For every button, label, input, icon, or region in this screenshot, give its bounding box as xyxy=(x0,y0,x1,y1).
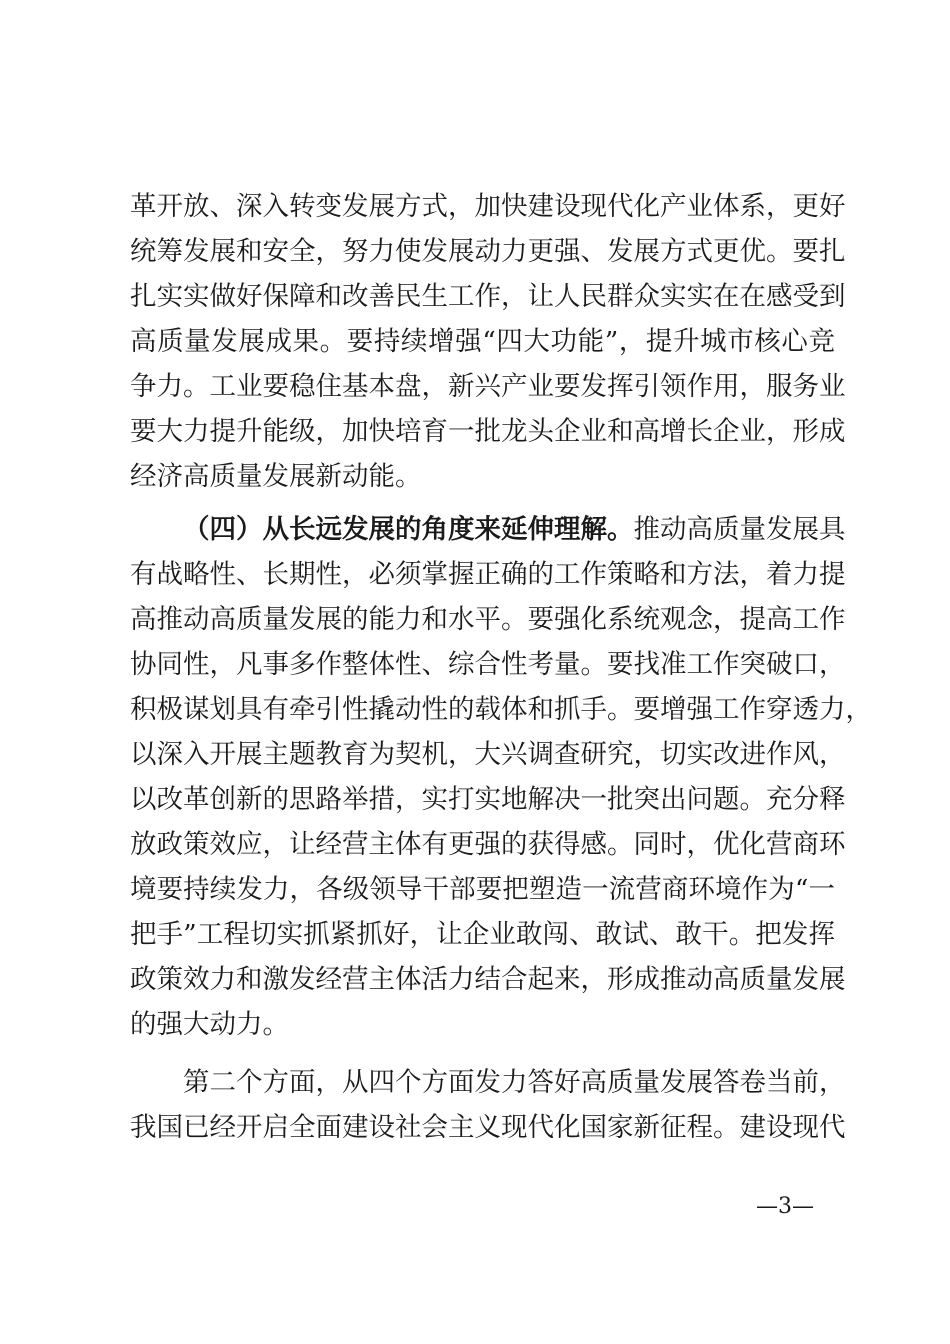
text-line: 把手”工程切实抓紧抓好，让企业敢闯、敢试、敢干。把发挥 xyxy=(130,919,835,950)
section-heading: （四）从长远发展的角度来延伸理解。 xyxy=(183,514,634,545)
text-line: 以改革创新的思路举措，实打实地解决一批突出问题。充分释 xyxy=(130,784,846,815)
text-line: 争力。工业要稳住基本盘，新兴产业要发挥引领作用，服务业 xyxy=(130,371,846,402)
text-line: 统筹发展和安全，努力使发展动力更强、发展方式更优。要扎 xyxy=(130,236,846,267)
text-line: 扎实实做好保障和改善民生工作，让人民群众实实在在感受到 xyxy=(130,281,846,312)
text-line: 要大力提升能级，加快培育一批龙头企业和高增长企业，形成 xyxy=(130,416,846,447)
page-number: —3— xyxy=(756,1194,814,1219)
text-line: 革开放、深入转变发展方式，加快建设现代化产业体系，更好 xyxy=(130,191,846,222)
text-line: 有战略性、长期性，必须掌握正确的工作策略和方法，着力提 xyxy=(130,559,846,590)
text-line: 放政策效应，让经营主体有更强的获得感。同时，优化营商环 xyxy=(130,829,846,860)
heading-line-text: 推动高质量发展具 xyxy=(633,514,846,545)
text-line: 积极谋划具有牵引性撬动性的载体和抓手。要增强工作穿透力， xyxy=(130,694,872,725)
text-line: 政策效力和激发经营主体活力结合起来，形成推动高质量发展 xyxy=(130,964,846,995)
text-line: 经济高质量发展新动能。 xyxy=(130,461,422,492)
text-line: 境要持续发力，各级领导干部要把塑造一流营商环境作为“一 xyxy=(130,874,835,905)
text-line: 高质量发展成果。要持续增强“四大功能”，提升城市核心竞 xyxy=(130,326,835,357)
text-line: 的强大动力。 xyxy=(130,1009,289,1040)
text-line: 以深入开展主题教育为契机，大兴调查研究，切实改进作风， xyxy=(130,739,846,770)
text-line: 第二个方面，从四个方面发力答好高质量发展答卷当前， xyxy=(183,1067,846,1098)
text-line: 协同性，凡事多作整体性、综合性考量。要找准工作突破口， xyxy=(130,649,846,680)
text-line: 我国已经开启全面建设社会主义现代化国家新征程。建设现代 xyxy=(130,1112,846,1143)
text-line: 高推动高质量发展的能力和水平。要强化系统观念，提高工作 xyxy=(130,604,846,635)
text-line xyxy=(183,510,846,550)
